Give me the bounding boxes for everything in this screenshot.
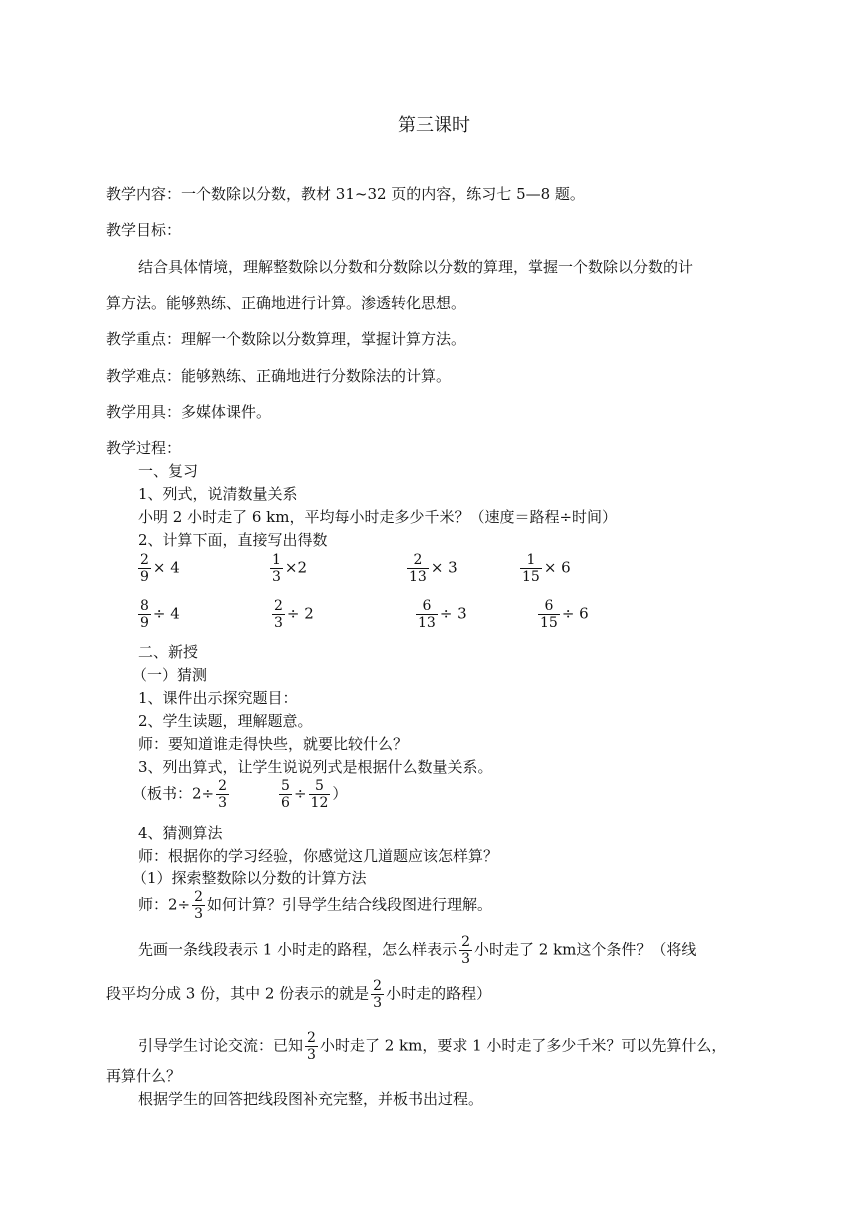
review-item1: 1、列式，说清数量关系 xyxy=(138,485,298,503)
content-text: 一个数除以分数，教材 31~32 页的内容，练习七 5—8 题。 xyxy=(181,185,585,203)
fraction: $\frac{2}{3}$ xyxy=(307,1030,316,1063)
calc-item: $\frac{2}{13}$ × 3 xyxy=(409,552,458,585)
page-title: 第三课时 xyxy=(398,115,470,136)
step2: 2、学生读题，理解题意。 xyxy=(138,712,313,730)
fraction: $\frac{6}{15}$ xyxy=(540,598,558,631)
fraction: $\frac{8}{9}$ xyxy=(140,598,149,631)
tools: 教学用具：多媒体课件。 xyxy=(106,403,272,421)
calc-item: $\frac{1}{3}$ ×2 xyxy=(272,552,308,585)
objectives-label: 教学目标： xyxy=(106,221,182,239)
step3: 3、列出算式，让学生说说列式是根据什么数量关系。 xyxy=(138,758,493,776)
fraction: $\frac{2}{9}$ xyxy=(140,552,149,585)
step4: 4、猜测算法 xyxy=(138,824,223,842)
content-line xyxy=(106,184,585,204)
guess-heading: （一）猜测 xyxy=(132,666,208,684)
calc-item: $\frac{6}{13}$ ÷ 3 xyxy=(418,598,467,631)
review-item1-text: 小明 2 小时走了 6 km，平均每小时走多少千米？（速度＝路程÷时间） xyxy=(138,508,618,526)
content-label: 教学内容： xyxy=(106,185,182,203)
calc-item: $\frac{6}{15}$ ÷ 6 xyxy=(540,598,589,631)
paragraph-2: 引导学生讨论交流：已知 $\frac{2}{3}$ 小时走了 2 km，要求 1 小时走了多少千米？可以先算什么， xyxy=(138,1030,727,1063)
paragraph-2b: 再算什么？ xyxy=(106,1067,182,1085)
teacher-question-2: 师：根据你的学习经验，你感觉这几道题应该怎样算？ xyxy=(138,847,499,865)
calc-item: $\frac{2}{3}$ ÷ 2 xyxy=(274,598,314,631)
fraction: $\frac{2}{13}$ xyxy=(409,552,427,585)
process-label: 教学过程： xyxy=(106,439,182,457)
calc-item: $\frac{1}{15}$ × 6 xyxy=(522,552,571,585)
objectives-line1: 结合具体情境，理解整数除以分数和分数除以分数的算理，掌握一个数除以分数的计 xyxy=(138,258,694,276)
paragraph-1b: 段平均分成 3 份，其中 2 份表示的就是 $\frac{2}{3}$ 小时走的路程） xyxy=(106,978,492,1011)
teacher-question-1: 师：要知道谁走得快些，就要比较什么？ xyxy=(138,735,409,753)
key-point: 教学重点：理解一个数除以分数算理，掌握计算方法。 xyxy=(106,330,467,348)
fraction: $\frac{6}{13}$ xyxy=(418,598,436,631)
explore-heading: （1）探索整数除以分数的计算方法 xyxy=(132,869,367,887)
fraction: $\frac{2}{3}$ xyxy=(461,934,471,967)
fraction: $\frac{2}{3}$ xyxy=(218,778,228,811)
calc-item: $\frac{8}{9}$ ÷ 4 xyxy=(140,598,180,631)
review-heading: 一、复习 xyxy=(138,462,199,480)
objectives-line2: 算方法。能够熟练、正确地进行计算。渗透转化思想。 xyxy=(106,294,467,312)
paragraph-3: 根据学生的回答把线段图补充完整，并板书出过程。 xyxy=(138,1090,484,1108)
teacher-question-3: 师：2÷ $\frac{2}{3}$ 如何计算？引导学生结合线段图进行理解。 xyxy=(138,889,493,922)
difficulty: 教学难点：能够熟练、正确地进行分数除法的计算。 xyxy=(106,367,452,385)
fraction: $\frac{2}{3}$ xyxy=(274,598,283,631)
review-item2: 2、计算下面，直接写出得数 xyxy=(138,531,328,549)
fraction: $\frac{2}{3}$ xyxy=(194,889,204,922)
fraction: $\frac{1}{3}$ xyxy=(272,552,281,585)
board-formula: （板书：2÷ $\frac{2}{3}$ $\frac{5}{6}$ ÷ $\frac{5}{12}$ ） xyxy=(132,778,348,811)
calc-item: $\frac{2}{9}$ × 4 xyxy=(140,552,180,585)
paragraph-1: 先画一条线段表示 1 小时走的路程，怎么样表示 $\frac{2}{3}$ 小时走了 2 km这个条件？（将线 xyxy=(138,934,697,967)
new-heading: 二、新授 xyxy=(138,643,199,661)
fraction: $\frac{1}{15}$ xyxy=(522,552,540,585)
step1: 1、课件出示探究题目： xyxy=(138,689,298,707)
fraction: $\frac{5}{12}$ xyxy=(310,778,329,811)
fraction: $\frac{5}{6}$ xyxy=(281,778,290,811)
fraction: $\frac{2}{3}$ xyxy=(373,978,383,1011)
